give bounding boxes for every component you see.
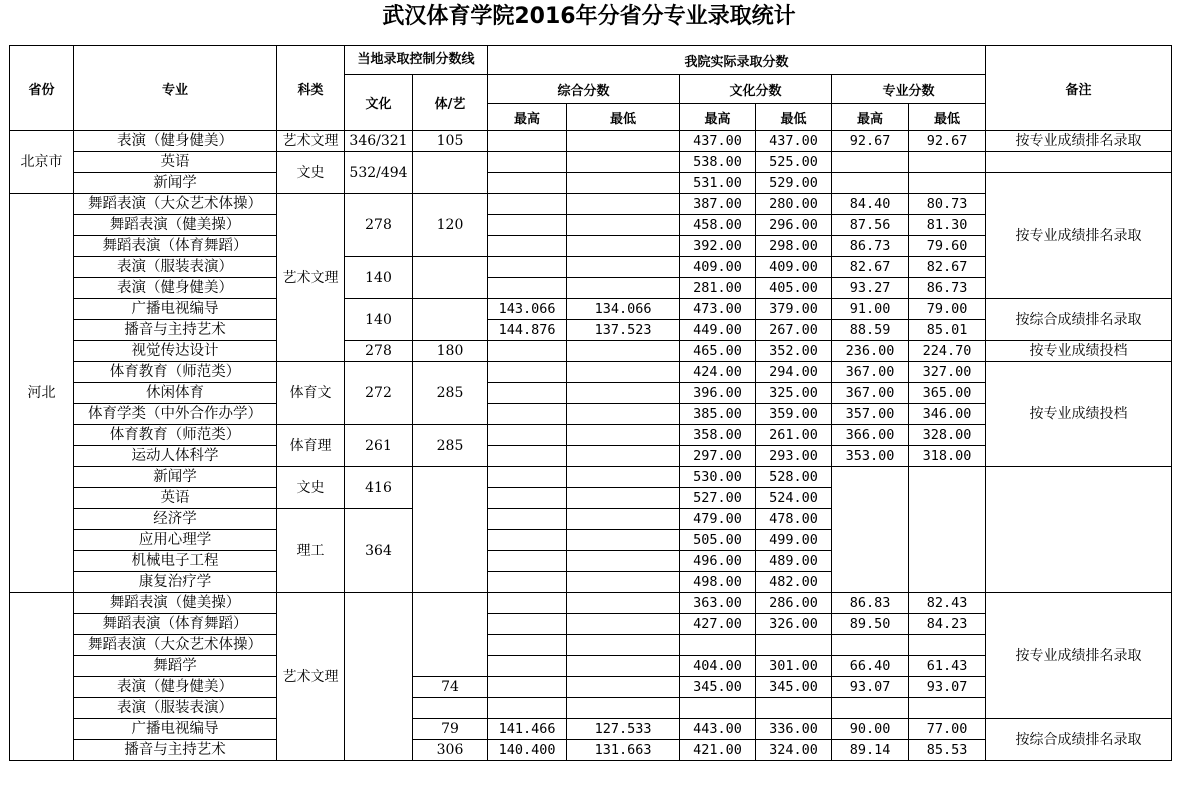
culture-min-cell: 345.00 (756, 677, 832, 698)
professional-min-cell (909, 152, 986, 173)
line-wenhua-cell: 364 (345, 509, 413, 593)
note-cell: 按综合成绩排名录取 (986, 719, 1172, 761)
line-tiyi-cell (413, 467, 488, 593)
professional-max-cell: 87.56 (832, 215, 909, 236)
culture-min-cell: 482.00 (756, 572, 832, 593)
culture-min-cell: 301.00 (756, 656, 832, 677)
major-cell: 舞蹈表演（大众艺术体操） (74, 194, 277, 215)
header-composite: 综合分数 (488, 75, 680, 104)
line-wenhua-cell: 346/321 (345, 131, 413, 152)
table-row (10, 152, 1172, 173)
table-row (10, 341, 1172, 362)
professional-min-cell: 85.53 (909, 740, 986, 761)
header-wenhua: 文化 (345, 75, 413, 131)
professional-max-cell: 93.27 (832, 278, 909, 299)
major-cell: 舞蹈表演（大众艺术体操） (74, 635, 277, 656)
header-professional: 专业分数 (832, 75, 986, 104)
composite-min-cell (567, 278, 680, 299)
major-cell: 康复治疗学 (74, 572, 277, 593)
culture-min-cell: 324.00 (756, 740, 832, 761)
composite-min-cell (567, 593, 680, 614)
culture-min-cell: 280.00 (756, 194, 832, 215)
major-cell: 播音与主持艺术 (74, 320, 277, 341)
table-row (10, 719, 1172, 740)
culture-min-cell: 524.00 (756, 488, 832, 509)
composite-min-cell (567, 362, 680, 383)
composite-min-cell: 127.533 (567, 719, 680, 740)
note-cell: 按专业成绩排名录取 (986, 173, 1172, 299)
line-tiyi-cell: 74 (413, 677, 488, 698)
line-tiyi-cell: 105 (413, 131, 488, 152)
professional-max-cell (832, 635, 909, 656)
culture-max-cell (680, 635, 756, 656)
culture-min-cell: 437.00 (756, 131, 832, 152)
major-cell: 机械电子工程 (74, 551, 277, 572)
category-cell: 体育文 (277, 362, 345, 425)
professional-min-cell: 79.60 (909, 236, 986, 257)
composite-max-cell (488, 467, 567, 488)
culture-max-cell: 392.00 (680, 236, 756, 257)
culture-max-cell: 427.00 (680, 614, 756, 635)
composite-max-cell (488, 257, 567, 278)
professional-max-cell: 86.73 (832, 236, 909, 257)
major-cell: 英语 (74, 152, 277, 173)
major-cell: 经济学 (74, 509, 277, 530)
header-note: 备注 (986, 46, 1172, 131)
composite-max-cell: 140.400 (488, 740, 567, 761)
professional-max-cell: 91.00 (832, 299, 909, 320)
composite-max-cell (488, 383, 567, 404)
page-title: 武汉体育学院2016年分省分专业录取统计 (382, 4, 796, 29)
professional-min-cell (909, 173, 986, 194)
major-cell: 广播电视编导 (74, 299, 277, 320)
culture-max-cell: 449.00 (680, 320, 756, 341)
line-tiyi-cell: 285 (413, 362, 488, 425)
category-cell: 体育理 (277, 425, 345, 467)
professional-max-cell (832, 698, 909, 719)
line-tiyi-cell: 285 (413, 425, 488, 467)
composite-min-cell (567, 152, 680, 173)
composite-min-cell (567, 236, 680, 257)
professional-max-cell: 84.40 (832, 194, 909, 215)
category-cell: 艺术文理 (277, 593, 345, 761)
line-wenhua-cell (345, 593, 413, 761)
culture-min-cell: 528.00 (756, 467, 832, 488)
culture-max-cell: 505.00 (680, 530, 756, 551)
professional-min-cell (909, 698, 986, 719)
composite-min-cell (567, 677, 680, 698)
composite-max-cell (488, 614, 567, 635)
province-cell: 北京市 (10, 131, 74, 194)
composite-min-cell (567, 446, 680, 467)
composite-max-cell (488, 593, 567, 614)
category-cell: 理工 (277, 509, 345, 593)
line-wenhua-cell: 278 (345, 341, 413, 362)
table-row (10, 593, 1172, 614)
professional-min-cell: 77.00 (909, 719, 986, 740)
header-major: 专业 (74, 46, 277, 131)
professional-max-cell: 93.07 (832, 677, 909, 698)
province-cell: 河北 (10, 194, 74, 593)
culture-max-cell: 385.00 (680, 404, 756, 425)
professional-max-cell: 367.00 (832, 383, 909, 404)
category-cell: 文史 (277, 467, 345, 509)
composite-min-cell: 137.523 (567, 320, 680, 341)
composite-max-cell (488, 656, 567, 677)
professional-max-cell: 236.00 (832, 341, 909, 362)
professional-min-cell (909, 467, 986, 593)
culture-max-cell: 530.00 (680, 467, 756, 488)
culture-max-cell: 443.00 (680, 719, 756, 740)
professional-min-cell: 80.73 (909, 194, 986, 215)
composite-min-cell (567, 194, 680, 215)
professional-min-cell: 346.00 (909, 404, 986, 425)
composite-min-cell (567, 614, 680, 635)
professional-min-cell: 224.70 (909, 341, 986, 362)
major-cell: 表演（健身健美） (74, 131, 277, 152)
composite-max-cell (488, 677, 567, 698)
note-cell: 按专业成绩排名录取 (986, 131, 1172, 152)
culture-min-cell: 529.00 (756, 173, 832, 194)
professional-max-cell: 357.00 (832, 404, 909, 425)
line-tiyi-cell (413, 299, 488, 341)
professional-min-cell: 85.01 (909, 320, 986, 341)
header-max: 最高 (832, 104, 909, 131)
major-cell: 舞蹈表演（体育舞蹈） (74, 614, 277, 635)
major-cell: 表演（服装表演） (74, 698, 277, 719)
major-cell: 新闻学 (74, 467, 277, 488)
composite-max-cell (488, 362, 567, 383)
professional-min-cell: 81.30 (909, 215, 986, 236)
line-wenhua-cell: 261 (345, 425, 413, 467)
professional-max-cell: 353.00 (832, 446, 909, 467)
culture-max-cell: 396.00 (680, 383, 756, 404)
professional-max-cell: 89.14 (832, 740, 909, 761)
culture-min-cell: 359.00 (756, 404, 832, 425)
culture-min-cell (756, 635, 832, 656)
culture-min-cell: 286.00 (756, 593, 832, 614)
composite-min-cell (567, 488, 680, 509)
professional-min-cell: 79.00 (909, 299, 986, 320)
note-cell (986, 467, 1172, 593)
major-cell: 舞蹈表演（健美操） (74, 215, 277, 236)
culture-max-cell: 421.00 (680, 740, 756, 761)
major-cell: 运动人体科学 (74, 446, 277, 467)
note-cell: 按专业成绩投档 (986, 362, 1172, 467)
culture-max-cell: 424.00 (680, 362, 756, 383)
culture-min-cell: 267.00 (756, 320, 832, 341)
composite-min-cell (567, 635, 680, 656)
professional-max-cell: 86.83 (832, 593, 909, 614)
culture-max-cell: 465.00 (680, 341, 756, 362)
culture-min-cell: 298.00 (756, 236, 832, 257)
major-cell: 休闲体育 (74, 383, 277, 404)
header-province: 省份 (10, 46, 74, 131)
composite-min-cell (567, 530, 680, 551)
culture-max-cell: 531.00 (680, 173, 756, 194)
table-row (10, 173, 1172, 194)
composite-max-cell: 141.466 (488, 719, 567, 740)
line-tiyi-cell (413, 152, 488, 194)
header-actual: 我院实际录取分数 (488, 46, 986, 75)
culture-min-cell: 525.00 (756, 152, 832, 173)
category-cell: 艺术文理 (277, 194, 345, 362)
composite-max-cell (488, 446, 567, 467)
major-cell: 新闻学 (74, 173, 277, 194)
professional-min-cell: 327.00 (909, 362, 986, 383)
professional-min-cell: 86.73 (909, 278, 986, 299)
note-cell: 按专业成绩排名录取 (986, 593, 1172, 719)
professional-min-cell: 93.07 (909, 677, 986, 698)
composite-max-cell (488, 404, 567, 425)
major-cell: 英语 (74, 488, 277, 509)
major-cell: 体育教育（师范类） (74, 362, 277, 383)
culture-min-cell: 261.00 (756, 425, 832, 446)
culture-max-cell: 345.00 (680, 677, 756, 698)
professional-max-cell: 92.67 (832, 131, 909, 152)
table-row (10, 299, 1172, 320)
composite-min-cell (567, 131, 680, 152)
composite-min-cell (567, 215, 680, 236)
professional-min-cell: 84.23 (909, 614, 986, 635)
composite-max-cell (488, 194, 567, 215)
culture-min-cell: 499.00 (756, 530, 832, 551)
composite-max-cell: 144.876 (488, 320, 567, 341)
composite-min-cell (567, 467, 680, 488)
major-cell: 广播电视编导 (74, 719, 277, 740)
professional-min-cell: 318.00 (909, 446, 986, 467)
major-cell: 应用心理学 (74, 530, 277, 551)
professional-max-cell (832, 152, 909, 173)
culture-min-cell: 294.00 (756, 362, 832, 383)
culture-min-cell: 326.00 (756, 614, 832, 635)
composite-max-cell (488, 278, 567, 299)
culture-max-cell: 496.00 (680, 551, 756, 572)
culture-min-cell: 405.00 (756, 278, 832, 299)
culture-max-cell: 538.00 (680, 152, 756, 173)
culture-max-cell (680, 698, 756, 719)
line-tiyi-cell: 120 (413, 194, 488, 257)
composite-min-cell (567, 509, 680, 530)
culture-max-cell: 404.00 (680, 656, 756, 677)
composite-min-cell (567, 572, 680, 593)
header-local-line: 当地录取控制分数线 (345, 46, 488, 75)
composite-max-cell (488, 131, 567, 152)
composite-max-cell (488, 215, 567, 236)
professional-max-cell: 366.00 (832, 425, 909, 446)
professional-max-cell: 88.59 (832, 320, 909, 341)
culture-max-cell: 409.00 (680, 257, 756, 278)
culture-max-cell: 281.00 (680, 278, 756, 299)
composite-max-cell (488, 551, 567, 572)
composite-min-cell (567, 425, 680, 446)
composite-max-cell (488, 698, 567, 719)
professional-max-cell: 367.00 (832, 362, 909, 383)
composite-max-cell: 143.066 (488, 299, 567, 320)
culture-min-cell: 352.00 (756, 341, 832, 362)
admission-table (9, 45, 1172, 761)
line-tiyi-cell (413, 257, 488, 299)
major-cell: 体育学类（中外合作办学） (74, 404, 277, 425)
culture-min-cell: 379.00 (756, 299, 832, 320)
line-wenhua-cell: 140 (345, 299, 413, 341)
composite-min-cell (567, 698, 680, 719)
composite-max-cell (488, 635, 567, 656)
culture-min-cell: 293.00 (756, 446, 832, 467)
culture-min-cell (756, 698, 832, 719)
composite-min-cell (567, 404, 680, 425)
line-tiyi-cell (413, 698, 488, 719)
professional-min-cell: 82.67 (909, 257, 986, 278)
composite-max-cell (488, 572, 567, 593)
culture-max-cell: 527.00 (680, 488, 756, 509)
culture-min-cell: 489.00 (756, 551, 832, 572)
professional-max-cell (832, 173, 909, 194)
professional-max-cell (832, 467, 909, 593)
professional-max-cell: 89.50 (832, 614, 909, 635)
line-tiyi-cell: 180 (413, 341, 488, 362)
major-cell: 体育教育（师范类） (74, 425, 277, 446)
header-min: 最低 (909, 104, 986, 131)
header-min: 最低 (567, 104, 680, 131)
composite-max-cell (488, 425, 567, 446)
composite-max-cell (488, 236, 567, 257)
major-cell: 视觉传达设计 (74, 341, 277, 362)
culture-max-cell: 473.00 (680, 299, 756, 320)
line-tiyi-cell: 306 (413, 740, 488, 761)
professional-min-cell: 92.67 (909, 131, 986, 152)
line-tiyi-cell (413, 593, 488, 677)
culture-max-cell: 479.00 (680, 509, 756, 530)
culture-max-cell: 358.00 (680, 425, 756, 446)
major-cell: 表演（健身健美） (74, 278, 277, 299)
professional-max-cell: 90.00 (832, 719, 909, 740)
line-wenhua-cell: 272 (345, 362, 413, 425)
major-cell: 表演（服装表演） (74, 257, 277, 278)
composite-max-cell (488, 509, 567, 530)
composite-max-cell (488, 488, 567, 509)
composite-max-cell (488, 530, 567, 551)
header-category: 科类 (277, 46, 345, 131)
header-max: 最高 (488, 104, 567, 131)
culture-max-cell: 458.00 (680, 215, 756, 236)
table-row (10, 131, 1172, 152)
header-max: 最高 (680, 104, 756, 131)
culture-min-cell: 336.00 (756, 719, 832, 740)
note-cell (986, 152, 1172, 173)
professional-min-cell: 82.43 (909, 593, 986, 614)
major-cell: 表演（健身健美） (74, 677, 277, 698)
composite-min-cell (567, 551, 680, 572)
line-wenhua-cell: 278 (345, 194, 413, 257)
note-cell: 按综合成绩排名录取 (986, 299, 1172, 341)
culture-max-cell: 297.00 (680, 446, 756, 467)
composite-max-cell (488, 173, 567, 194)
culture-max-cell: 387.00 (680, 194, 756, 215)
note-cell: 按专业成绩投档 (986, 341, 1172, 362)
culture-min-cell: 296.00 (756, 215, 832, 236)
province-cell (10, 593, 74, 761)
culture-max-cell: 363.00 (680, 593, 756, 614)
major-cell: 舞蹈表演（健美操） (74, 593, 277, 614)
composite-max-cell (488, 152, 567, 173)
major-cell: 播音与主持艺术 (74, 740, 277, 761)
professional-max-cell: 82.67 (832, 257, 909, 278)
professional-min-cell: 61.43 (909, 656, 986, 677)
culture-max-cell: 437.00 (680, 131, 756, 152)
culture-min-cell: 478.00 (756, 509, 832, 530)
composite-min-cell (567, 173, 680, 194)
culture-min-cell: 325.00 (756, 383, 832, 404)
header-min: 最低 (756, 104, 832, 131)
composite-max-cell (488, 341, 567, 362)
line-wenhua-cell: 532/494 (345, 152, 413, 194)
composite-min-cell (567, 656, 680, 677)
professional-max-cell: 66.40 (832, 656, 909, 677)
category-cell: 文史 (277, 152, 345, 194)
professional-min-cell: 328.00 (909, 425, 986, 446)
composite-min-cell (567, 341, 680, 362)
culture-max-cell: 498.00 (680, 572, 756, 593)
composite-min-cell (567, 257, 680, 278)
line-tiyi-cell: 79 (413, 719, 488, 740)
composite-min-cell: 131.663 (567, 740, 680, 761)
line-wenhua-cell: 416 (345, 467, 413, 509)
composite-min-cell: 134.066 (567, 299, 680, 320)
line-wenhua-cell: 140 (345, 257, 413, 299)
major-cell: 舞蹈学 (74, 656, 277, 677)
header-tiyi: 体/艺 (413, 75, 488, 131)
category-cell: 艺术文理 (277, 131, 345, 152)
table-row (10, 362, 1172, 383)
composite-min-cell (567, 383, 680, 404)
table-row (10, 467, 1172, 488)
professional-min-cell (909, 635, 986, 656)
professional-min-cell: 365.00 (909, 383, 986, 404)
culture-min-cell: 409.00 (756, 257, 832, 278)
header-culture: 文化分数 (680, 75, 832, 104)
major-cell: 舞蹈表演（体育舞蹈） (74, 236, 277, 257)
